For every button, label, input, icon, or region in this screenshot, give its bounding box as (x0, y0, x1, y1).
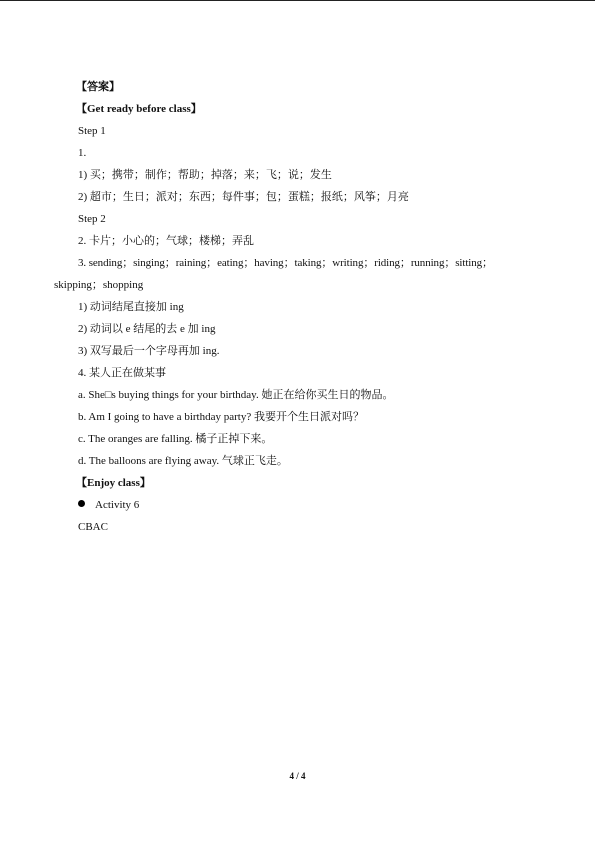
rule-2: 2) 动词以 e 结尾的去 e 加 ing (78, 323, 216, 335)
item-2: 2. 卡片；小心的；气球；楼梯；弄乱 (78, 235, 254, 247)
sentence-b: b. Am I going to have a birthday party? 我要开个生日派对吗？ (78, 411, 364, 423)
sentence-a: a. She□s buying things for your birthday. 她正在给你买生日的物品。 (78, 389, 394, 401)
answer-letters: CBAC (78, 521, 108, 533)
section-heading-get-ready: 【Get ready before class】 (76, 103, 202, 115)
answer-heading: 【答案】 (76, 81, 120, 93)
rule-1: 1) 动词结尾直接加 ing (78, 301, 184, 313)
item-1-1: 1) 买；携带；制作；帮助；掉落；来；飞；说；发生 (78, 169, 332, 181)
step-2-label: Step 2 (78, 213, 106, 225)
sentence-c: c. The oranges are falling. 橘子正掉下来。 (78, 433, 273, 445)
bullet-icon (78, 500, 85, 507)
activity-6-label: Activity 6 (95, 499, 140, 511)
item-3-line-2: skipping；shopping (54, 279, 144, 291)
page-number: 4 / 4 (289, 771, 306, 781)
rule-3: 3) 双写最后一个字母再加 ing. (78, 345, 220, 357)
activity-6-row (78, 498, 139, 512)
step-1-label: Step 1 (78, 125, 106, 137)
section-heading-enjoy: 【Enjoy class】 (76, 477, 151, 489)
sentence-d: d. The balloons are flying away. 气球正飞走。 (78, 455, 288, 467)
item-3-line-1: 3. sending；singing；raining；eating；having；taking；writing；riding；running；sitting； (78, 257, 493, 269)
item-4: 4. 某人正在做某事 (78, 367, 166, 379)
item-1-number: 1. (78, 147, 87, 159)
item-1-2: 2) 超市；生日；派对；东西；每件事；包；蛋糕；报纸；风筝；月亮 (78, 191, 409, 203)
